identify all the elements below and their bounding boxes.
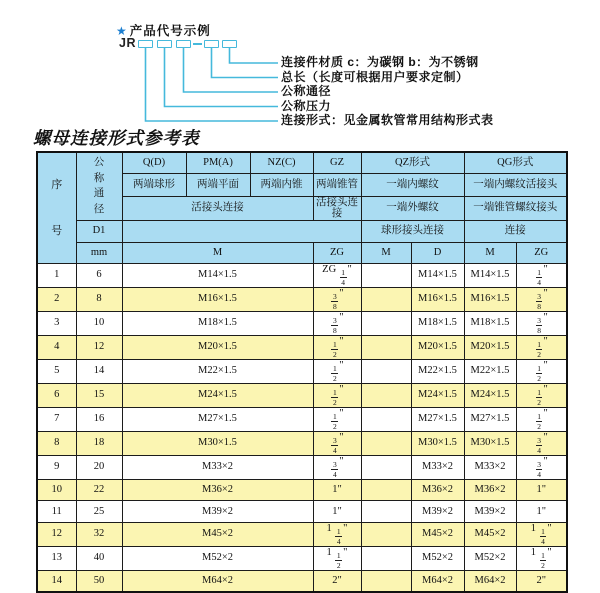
label-nominal-pressure: 公称压力 <box>281 99 332 113</box>
gz-zg-value: $\frac{1}{2}$ " <box>313 359 361 383</box>
qz-d-value: M18×1.5 <box>411 311 464 335</box>
qg-m-value: M30×1.5 <box>464 431 516 455</box>
gz-zg-value: 1" <box>313 501 361 523</box>
m-value: M33×2 <box>122 455 313 479</box>
m-value: M16×1.5 <box>122 287 313 311</box>
row-serial: 7 <box>37 407 76 431</box>
qg-zg-value: $\frac{3}{4}$ " <box>516 455 567 479</box>
row-dn: 10 <box>76 311 122 335</box>
m-value: M45×2 <box>122 522 313 546</box>
table-row <box>37 479 567 501</box>
table-row <box>37 455 567 479</box>
qz-m-value <box>361 383 411 407</box>
qg-zg-value: $\frac{1}{2}$ " <box>516 359 567 383</box>
label-connector-material: 连接件材质 c：为碳钢 b：为不锈钢 <box>281 55 479 69</box>
header-sub-qg-m: M <box>464 242 516 263</box>
gz-zg-value: 1 $\frac{1}{4}$ " <box>313 522 361 546</box>
m-value: M39×2 <box>122 501 313 523</box>
diagram-heading-text: 产品代号示例 <box>129 24 211 38</box>
qz-d-value: M27×1.5 <box>411 407 464 431</box>
qz-m-value <box>361 335 411 359</box>
gz-zg-value: $\frac{1}{2}$ " <box>313 383 361 407</box>
qg-m-value: M64×2 <box>464 570 516 592</box>
page-title: 螺母连接形式参考表 <box>33 129 200 149</box>
row-serial: 4 <box>37 335 76 359</box>
row-serial: 1 <box>37 263 76 287</box>
qg-m-value: M16×1.5 <box>464 287 516 311</box>
table-row <box>37 263 567 287</box>
header-serial: 序号 <box>37 152 76 263</box>
product-code-prefix: JR <box>119 36 136 50</box>
row-serial: 6 <box>37 383 76 407</box>
qg-m-value: M14×1.5 <box>464 263 516 287</box>
qg-zg-value: $\frac{1}{2}$ " <box>516 383 567 407</box>
header-form-qg: QG形式 <box>464 152 567 173</box>
gz-zg-value: 1 $\frac{1}{2}$ " <box>313 546 361 570</box>
qg-m-value: M18×1.5 <box>464 311 516 335</box>
header-empty-cell <box>122 220 361 242</box>
qz-d-value: M64×2 <box>411 570 464 592</box>
m-value: M64×2 <box>122 570 313 592</box>
qz-m-value <box>361 501 411 523</box>
table-row <box>37 383 567 407</box>
qz-m-value <box>361 522 411 546</box>
header-union-connection: 活接头连接 <box>122 196 313 220</box>
qg-zg-value: $\frac{3}{4}$ " <box>516 431 567 455</box>
qz-d-value: M14×1.5 <box>411 263 464 287</box>
m-value: M24×1.5 <box>122 383 313 407</box>
row-dn: 15 <box>76 383 122 407</box>
qg-zg-value: 1 $\frac{1}{2}$ " <box>516 546 567 570</box>
star-icon: ★ <box>116 24 128 38</box>
qz-d-value: M45×2 <box>411 522 464 546</box>
m-value: M18×1.5 <box>122 311 313 335</box>
code-box-1 <box>138 40 153 48</box>
qz-d-value: M24×1.5 <box>411 383 464 407</box>
header-sub-m: M <box>122 242 313 263</box>
table-row <box>37 359 567 383</box>
row-dn: 22 <box>76 479 122 501</box>
table-row <box>37 501 567 523</box>
qg-m-value: M22×1.5 <box>464 359 516 383</box>
m-value: M30×1.5 <box>122 431 313 455</box>
table-row <box>37 311 567 335</box>
header-desc-q: 两端球形 <box>122 173 186 196</box>
row-dn: 12 <box>76 335 122 359</box>
row-dn: 40 <box>76 546 122 570</box>
qz-m-value <box>361 479 411 501</box>
qg-m-value: M33×2 <box>464 455 516 479</box>
qg-zg-value: $\frac{1}{2}$ " <box>516 407 567 431</box>
qz-d-value: M20×1.5 <box>411 335 464 359</box>
qg-zg-value: $\frac{3}{8}$ " <box>516 311 567 335</box>
qg-zg-value: $\frac{3}{8}$ " <box>516 287 567 311</box>
table-row <box>37 407 567 431</box>
row-serial: 8 <box>37 431 76 455</box>
header-d1: D1 <box>76 220 122 242</box>
header-desc-gz: 两端锥管 <box>313 173 361 196</box>
header-sub-zg: ZG <box>313 242 361 263</box>
table-row <box>37 287 567 311</box>
row-dn: 18 <box>76 431 122 455</box>
qz-d-value: M30×1.5 <box>411 431 464 455</box>
qg-m-value: M27×1.5 <box>464 407 516 431</box>
qz-m-value <box>361 311 411 335</box>
m-value: M27×1.5 <box>122 407 313 431</box>
row-serial: 14 <box>37 570 76 592</box>
header-desc-pm: 两端平面 <box>186 173 250 196</box>
row-dn: 6 <box>76 263 122 287</box>
row-dn: 50 <box>76 570 122 592</box>
table-body <box>37 263 567 592</box>
row-dn: 32 <box>76 522 122 546</box>
code-box-3 <box>176 40 191 48</box>
m-value: M36×2 <box>122 479 313 501</box>
m-value: M14×1.5 <box>122 263 313 287</box>
header-form-q: Q(D) <box>122 152 186 173</box>
header-form-gz: GZ <box>313 152 361 173</box>
header-ball-joint-connection: 球形接头连接 <box>361 220 464 242</box>
code-box-4 <box>204 40 219 48</box>
qz-d-value: M33×2 <box>411 455 464 479</box>
qz-m-value <box>361 455 411 479</box>
qz-m-value <box>361 570 411 592</box>
header-desc-qg1: 一端内螺纹活接头 <box>464 173 567 196</box>
gz-zg-value: $\frac{3}{4}$ " <box>313 431 361 455</box>
qg-m-value: M45×2 <box>464 522 516 546</box>
label-connection-form: 连接形式：见金属软管常用结构形式表 <box>281 113 494 127</box>
table-row <box>37 431 567 455</box>
gz-zg-value: $\frac{3}{8}$ " <box>313 287 361 311</box>
label-nominal-diameter: 公称通径 <box>281 84 332 98</box>
qz-m-value <box>361 407 411 431</box>
header-form-pm: PM(A) <box>186 152 250 173</box>
qg-m-value: M39×2 <box>464 501 516 523</box>
gz-zg-value: 2" <box>313 570 361 592</box>
code-box-2 <box>157 40 172 48</box>
qz-m-value <box>361 263 411 287</box>
row-serial: 10 <box>37 479 76 501</box>
header-nominal-diameter: 公称通径 <box>76 152 122 220</box>
row-serial: 2 <box>37 287 76 311</box>
table-row <box>37 335 567 359</box>
row-serial: 5 <box>37 359 76 383</box>
qg-zg-value: 1 $\frac{1}{4}$ " <box>516 522 567 546</box>
qg-zg-value: $\frac{1}{2}$ " <box>516 335 567 359</box>
header-desc-qz1: 一端内螺纹 <box>361 173 464 196</box>
gz-zg-value: $\frac{1}{2}$ " <box>313 407 361 431</box>
qz-m-value <box>361 546 411 570</box>
gz-zg-value: $\frac{3}{4}$ " <box>313 455 361 479</box>
header-form-nz: NZ(C) <box>250 152 313 173</box>
header-connection: 连接 <box>464 220 567 242</box>
row-serial: 11 <box>37 501 76 523</box>
header-form-qz: QZ形式 <box>361 152 464 173</box>
header-union-connection-gz: 活接头连接 <box>313 196 361 220</box>
m-value: M22×1.5 <box>122 359 313 383</box>
row-serial: 12 <box>37 522 76 546</box>
gz-zg-value: $\frac{1}{2}$ " <box>313 335 361 359</box>
m-value: M52×2 <box>122 546 313 570</box>
qz-d-value: M36×2 <box>411 479 464 501</box>
label-total-length: 总长（长度可根据用户要求定制） <box>281 70 469 84</box>
qg-m-value: M36×2 <box>464 479 516 501</box>
header-desc-qz2: 一端外螺纹 <box>361 196 464 220</box>
header-desc-qg2: 一端锥管螺纹接头 <box>464 196 567 220</box>
row-dn: 20 <box>76 455 122 479</box>
qg-m-value: M20×1.5 <box>464 335 516 359</box>
row-dn: 25 <box>76 501 122 523</box>
header-sub-qg-zg: ZG <box>516 242 567 263</box>
header-unit-mm: mm <box>76 242 122 263</box>
qg-m-value: M52×2 <box>464 546 516 570</box>
gz-zg-value: ZG $\frac{1}{4}$ " <box>313 263 361 287</box>
row-dn: 16 <box>76 407 122 431</box>
qg-zg-value: $\frac{1}{4}$ " <box>516 263 567 287</box>
table-row <box>37 522 567 546</box>
qz-m-value <box>361 359 411 383</box>
table-row <box>37 570 567 592</box>
qz-d-value: M22×1.5 <box>411 359 464 383</box>
row-dn: 8 <box>76 287 122 311</box>
row-serial: 13 <box>37 546 76 570</box>
qz-d-value: M39×2 <box>411 501 464 523</box>
qz-m-value <box>361 287 411 311</box>
qg-zg-value: 1" <box>516 501 567 523</box>
code-dash <box>193 43 202 45</box>
qg-m-value: M24×1.5 <box>464 383 516 407</box>
code-box-5 <box>222 40 237 48</box>
table-header <box>37 152 567 263</box>
qg-zg-value: 2" <box>516 570 567 592</box>
row-serial: 3 <box>37 311 76 335</box>
qg-zg-value: 1" <box>516 479 567 501</box>
gz-zg-value: 1" <box>313 479 361 501</box>
header-desc-nz: 两端内锥 <box>250 173 313 196</box>
row-serial: 9 <box>37 455 76 479</box>
qz-d-value: M52×2 <box>411 546 464 570</box>
gz-zg-value: $\frac{3}{8}$ " <box>313 311 361 335</box>
table-row <box>37 546 567 570</box>
qz-d-value: M16×1.5 <box>411 287 464 311</box>
header-sub-qz-m: M <box>361 242 411 263</box>
row-dn: 14 <box>76 359 122 383</box>
nut-connection-reference-table <box>36 151 568 593</box>
qz-m-value <box>361 431 411 455</box>
m-value: M20×1.5 <box>122 335 313 359</box>
header-sub-qz-d: D <box>411 242 464 263</box>
